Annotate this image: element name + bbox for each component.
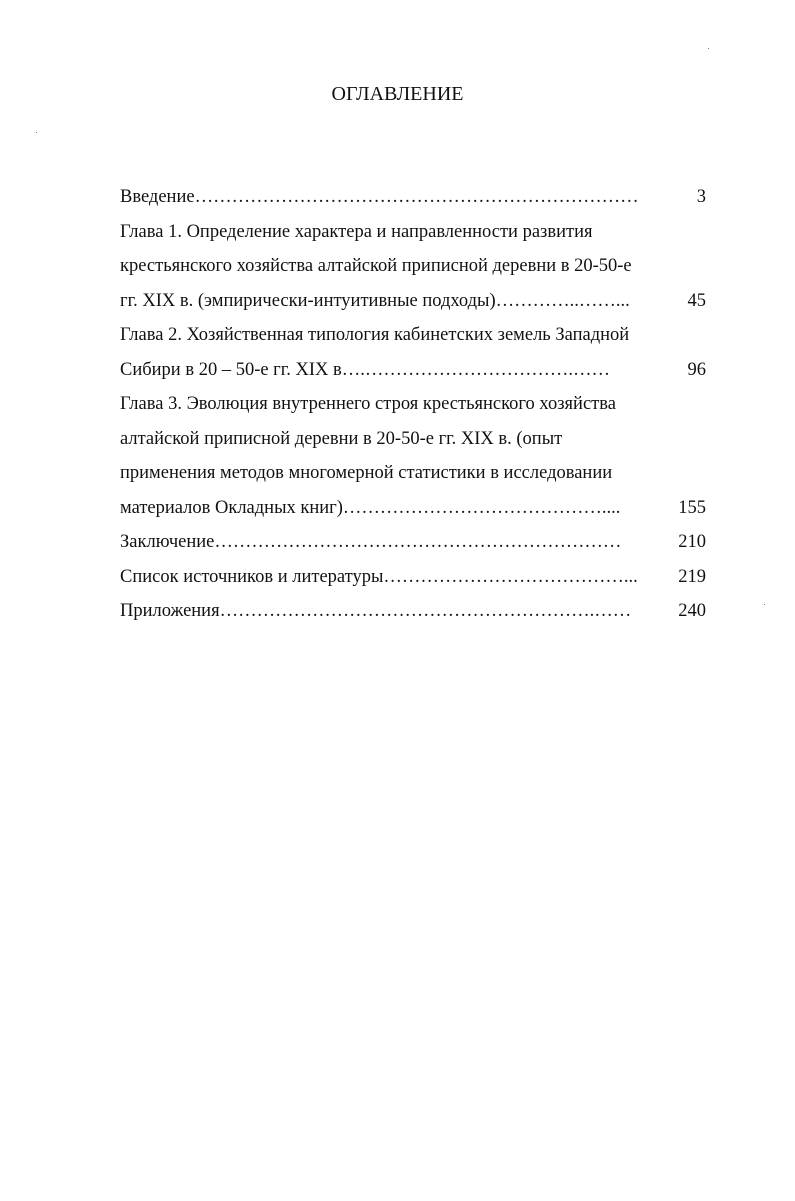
toc-entry-line: алтайской приписной деревни в 20-50-е гг. XIX в. (опыт [120,428,563,449]
toc-page-number: 45 [687,290,706,311]
toc-entry-line: крестьянского хозяйства алтайской приписной деревни в 20-50-е [120,256,632,276]
toc-entry-text [120,560,650,595]
scan-speck [36,132,37,133]
toc-title: ОГЛАВЛЕНИЕ [331,83,464,105]
toc-entry-chapter-2[interactable] [120,318,708,387]
toc-entry-text [120,318,650,387]
toc-entry-introduction[interactable] [120,180,708,215]
toc-entry-conclusion[interactable] [120,525,708,560]
scan-speck [764,604,765,605]
toc-entry-line: Глава 3. Эволюция внутреннего строя крестьянского хозяйства [120,394,616,414]
toc-entry-line: Введение……………………………………………………………… [120,187,639,207]
scan-speck [708,48,709,49]
toc-entry-line: применения методов многомерной статистики в исследовании [120,463,613,483]
toc-entry-text [120,180,650,215]
toc-entry-text [120,387,650,525]
toc-entry-chapter-3[interactable] [120,387,708,525]
toc-page-number: 210 [678,532,706,552]
toc-page-number: 96 [687,359,706,380]
toc-entry-text [120,594,650,629]
toc-entry-line: Заключение………………………………………………………… [120,532,622,552]
toc-page-number: 155 [678,497,706,518]
toc-entry-chapter-1[interactable] [120,215,708,319]
toc-entry-line: гг. XIX в. (эмпирически-интуитивные подходы)…………..……... [120,290,630,311]
table-of-contents [120,180,708,629]
toc-entry-line: материалов Окладных книг)…………………………………….... [120,497,621,518]
toc-entry-line: Глава 2. Хозяйственная типология кабинетских земель Западной [120,325,630,345]
toc-entry-appendices[interactable] [120,594,708,629]
toc-entry-text [120,525,650,560]
toc-entry-text [120,215,650,319]
toc-entry-line: Приложения…………………………………………………….…… [120,601,632,621]
toc-page-number: 219 [678,566,706,587]
toc-entry-sources[interactable] [120,560,708,595]
toc-page-number: 3 [696,187,706,207]
toc-entry-line: Сибири в 20 – 50-е гг. XIX в….…………………………….…… [120,359,611,380]
toc-page-number: 240 [678,601,706,621]
toc-entry-line: Список источников и литературы…………………………………... [120,566,638,587]
toc-entry-line: Глава 1. Определение характера и направленности развития [120,221,593,242]
